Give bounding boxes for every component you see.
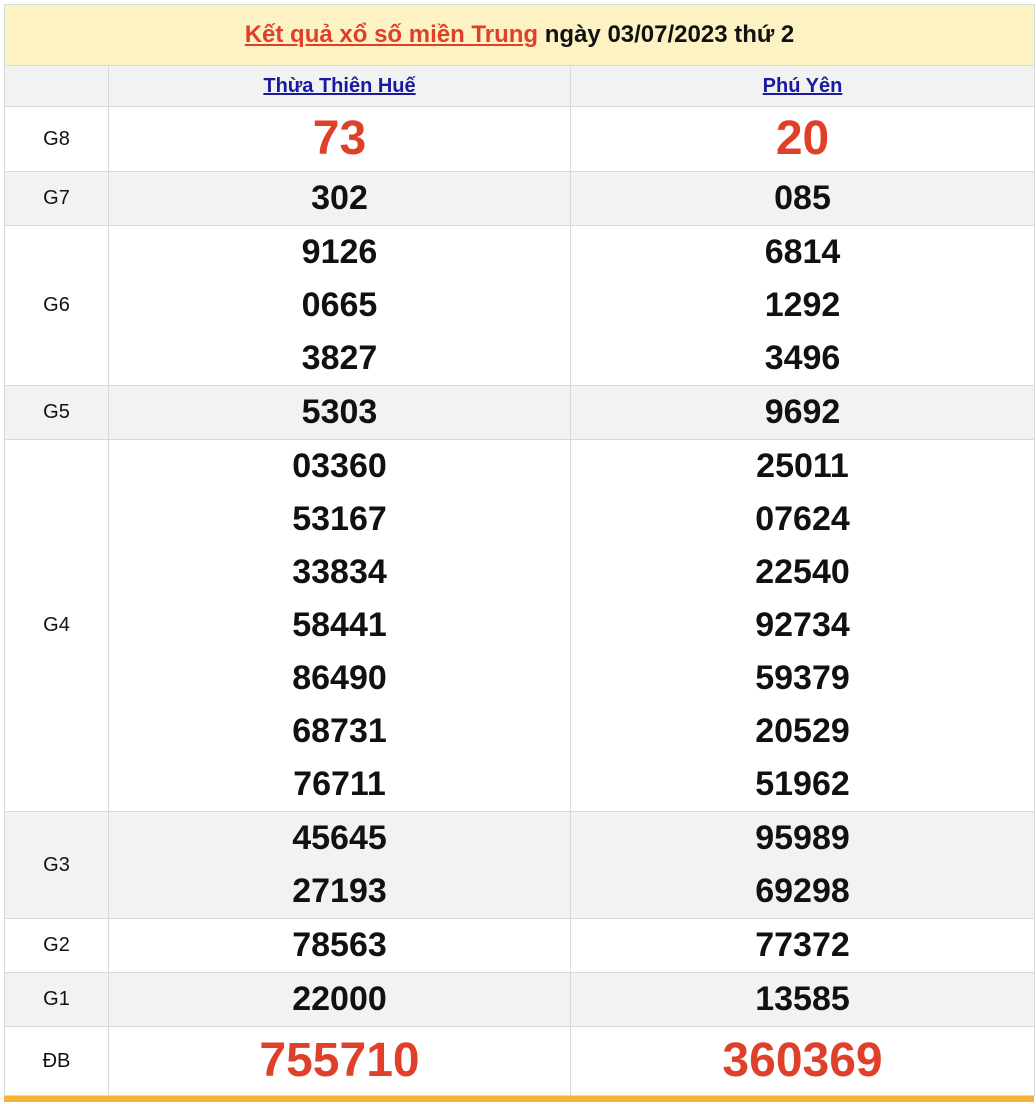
prize-number: 9126	[301, 233, 378, 271]
prize-row-db	[5, 1027, 1035, 1096]
prize-number: 76711	[293, 765, 386, 803]
prize-number: 5303	[301, 393, 378, 431]
prize-cell	[571, 1027, 1035, 1096]
prize-number: 73	[312, 112, 367, 165]
prize-row-g1	[5, 973, 1035, 1027]
prize-number: 51962	[755, 765, 850, 803]
prize-number: 68731	[292, 712, 387, 750]
prize-number: 1292	[764, 286, 841, 324]
prize-cell	[109, 386, 571, 440]
prize-number: 20529	[755, 712, 850, 750]
prize-number: 27193	[292, 872, 387, 910]
prize-label: G4	[5, 440, 109, 812]
prize-number: 07624	[755, 500, 850, 538]
province-header-row	[5, 66, 1035, 107]
prize-number: 95989	[755, 819, 850, 857]
prize-number: 53167	[292, 500, 387, 538]
lottery-results-table	[4, 4, 1035, 1096]
prize-number: 77372	[755, 926, 850, 964]
prize-label: G3	[5, 812, 109, 919]
prize-number: 9692	[764, 393, 841, 431]
prize-row-g5	[5, 386, 1035, 440]
prize-row-g8	[5, 107, 1035, 172]
prize-cell	[571, 386, 1035, 440]
prize-number: 25011	[756, 447, 849, 485]
prize-number: 20	[775, 112, 830, 165]
corner-cell	[5, 66, 109, 107]
prize-number: 33834	[292, 553, 387, 591]
prize-cell	[571, 919, 1035, 973]
prize-label: G7	[5, 172, 109, 226]
prize-row-g7	[5, 172, 1035, 226]
prize-number: 78563	[292, 926, 387, 964]
prize-number: 03360	[292, 447, 387, 485]
prize-row-g2	[5, 919, 1035, 973]
prize-number: 302	[311, 179, 368, 217]
prize-number: 86490	[292, 659, 387, 697]
prize-number: 45645	[292, 819, 387, 857]
prize-number: 13585	[755, 980, 850, 1018]
prize-label: G6	[5, 226, 109, 386]
prize-number: 59379	[755, 659, 850, 697]
prize-label: G2	[5, 919, 109, 973]
province-link-thua-thien-hue[interactable]: Thừa Thiên Huế	[263, 74, 416, 97]
title-date: ngày 03/07/2023 thứ 2	[538, 21, 795, 48]
prize-label: ĐB	[5, 1027, 109, 1096]
province-header-cell	[109, 66, 571, 107]
prize-cell	[109, 440, 571, 812]
prize-number: 58441	[292, 606, 387, 644]
prize-number: 6814	[764, 233, 841, 271]
province-header-cell	[571, 66, 1035, 107]
prize-number: 0665	[301, 286, 378, 324]
prize-cell	[571, 440, 1035, 812]
prize-cell	[109, 1027, 571, 1096]
prize-number: 3496	[764, 339, 841, 377]
prize-label: G8	[5, 107, 109, 172]
prize-number: 3827	[301, 339, 378, 377]
title-row	[5, 5, 1035, 66]
prize-cell	[571, 812, 1035, 919]
special-prize-number: 360369	[722, 1034, 883, 1087]
prize-cell	[109, 919, 571, 973]
prize-cell	[109, 172, 571, 226]
prize-number: 22000	[292, 980, 387, 1018]
province-link-phu-yen[interactable]: Phú Yên	[762, 74, 843, 97]
prize-row-g6	[5, 226, 1035, 386]
prize-cell	[571, 973, 1035, 1027]
prize-row-g4	[5, 440, 1035, 812]
prize-cell	[109, 226, 571, 386]
prize-cell	[571, 107, 1035, 172]
prize-cell	[571, 172, 1035, 226]
prize-label: G5	[5, 386, 109, 440]
special-prize-number: 755710	[259, 1034, 420, 1087]
prize-cell	[571, 226, 1035, 386]
prize-number: 085	[774, 179, 831, 217]
prize-label: G1	[5, 973, 109, 1027]
prize-number: 92734	[755, 606, 850, 644]
prize-row-g3	[5, 812, 1035, 919]
prize-cell	[109, 107, 571, 172]
prize-number: 22540	[755, 553, 850, 591]
prize-cell	[109, 973, 571, 1027]
prize-cell	[109, 812, 571, 919]
bottom-accent-bar	[4, 1096, 1034, 1102]
table-title	[5, 5, 1035, 66]
prize-number: 69298	[755, 872, 850, 910]
region-results-link[interactable]: Kết quả xổ số miền Trung	[244, 21, 539, 48]
